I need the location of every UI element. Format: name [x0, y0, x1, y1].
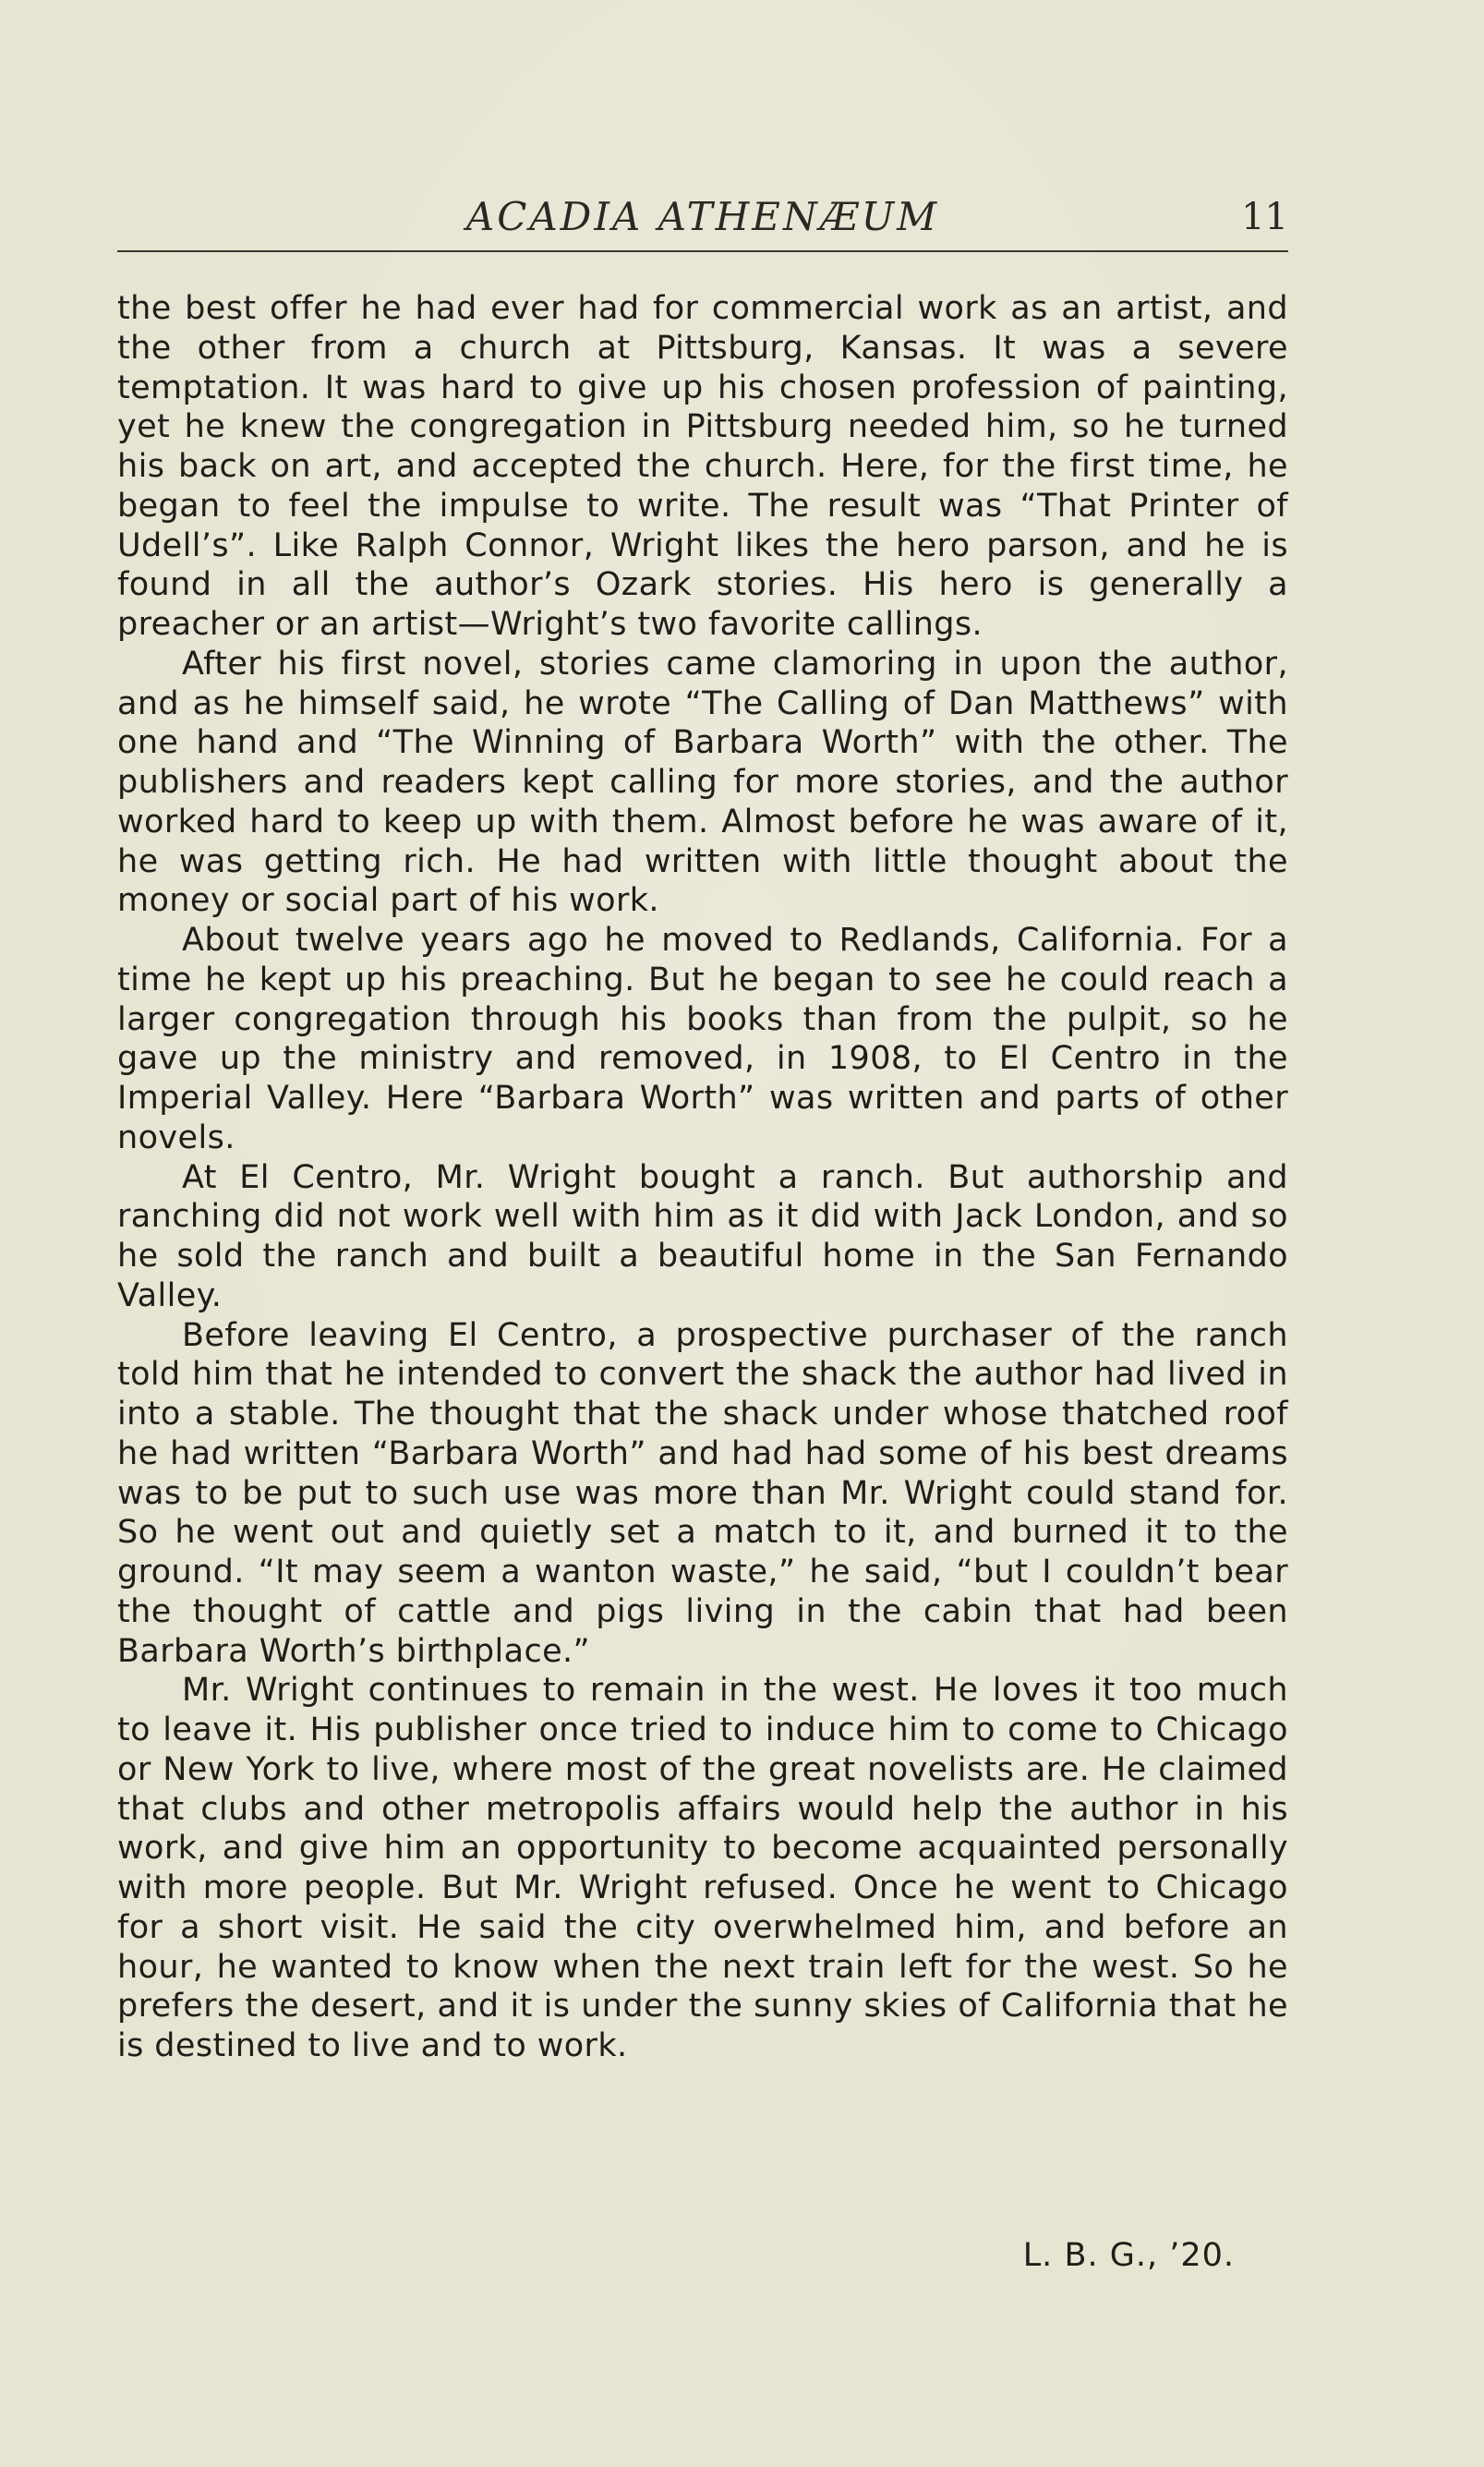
running-header — [117, 189, 1288, 245]
page-number: 11 — [1241, 196, 1288, 238]
paragraph-2: After his first novel, stories came clamoring in upon the author, and as he himself said, he wrote “The Calling of Dan Matthews” with one hand and “The Winning of Barbara Worth” with the other. The publishers and readers kept calling for more stories, and the author worked hard to keep up with them. Almost before he was aware of it, he was getting rich. He had written with little thought about the money or social part of his work. — [117, 645, 1288, 920]
paragraph-6: Mr. Wright continues to remain in the west. He loves it too much to leave it. His publisher once tried to induce him to come to Chicago or New York to live, where most of the great novelists are. He claimed that clubs and other metropolis affairs would help the author in his work, and give him an opportunity to become acquainted personally with more people. But Mr. Wright refused. Once he went to Chicago for a short visit. He said the city overwhelmed him, and before an hour, he wanted to know when the next train left for the west. So he prefers the desert, and it is under the sunny skies of California that he is destined to live and to work. — [117, 1672, 1288, 2064]
article-body — [117, 289, 1288, 2066]
header-rule — [117, 250, 1288, 252]
author-signature: L. B. G., ’20. — [1022, 2237, 1235, 2274]
paragraph-3: About twelve years ago he moved to Redlands, California. For a time he kept up his preaching. But he began to see he could reach a larger congregation through his books than from the pulpit, so he gave up the ministry and removed, in 1908, to El Centro in the Imperial Valley. Here “Barbara Worth” was written and parts of other novels. — [117, 922, 1288, 1156]
paragraph-5: Before leaving El Centro, a prospective purchaser of the ranch told him that he intended to convert the shack the author had lived in into a stable. The thought that the shack under whose thatched roof he had written “Barbara Worth” and had had some of his best dreams was to be put to such use was more than Mr. Wright could stand for. So he went out and quietly set a match to it, and burned it to the ground. “It may seem a wanton waste,” he said, “but I couldn’t bear the thought of cattle and pigs living in the cabin that had been Barbara Worth’s birthplace.” — [117, 1316, 1288, 1670]
paragraph-4: At El Centro, Mr. Wright bought a ranch. But authorship and ranching did not work well with him as it did with Jack London, and so he sold the ranch and built a beautiful home in the San Fernando Valley. — [117, 1158, 1288, 1314]
paragraph-1: the best offer he had ever had for commercial work as an artist, and the other from a church at Pittsburg, Kansas. It was a severe temptation. It was hard to give up his chosen profession of painting, yet he knew the congregation in Pittsburg needed him, so he turned his back on art, and accepted the church. Here, for the first time, he began to feel the impulse to write. The result was “That Printer of Udell’s”. Like Ralph Connor, Wright likes the hero parson, and he is found in all the author’s Ozark stories. His hero is generally a preacher or an artist—Wright’s two favorite callings. — [117, 290, 1288, 643]
journal-title: ACADIA ATHENÆUM — [465, 194, 940, 239]
